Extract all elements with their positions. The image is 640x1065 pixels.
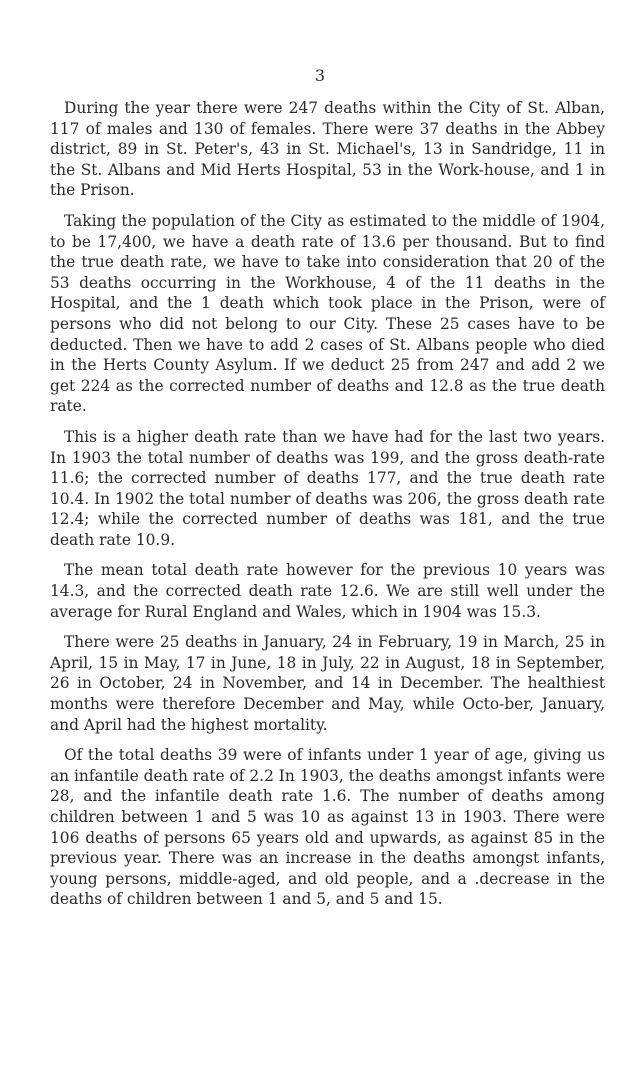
paragraph-mean-rate: The mean total death rate however for the previous 10 years was 14.3, and the corrected death rate 12.6. We are still well under the average for Rural England and Wales, which in 1904 was 15.3.: [50, 561, 605, 621]
page-number: 3: [314, 66, 326, 85]
paragraph-infant-deaths: Of the total deaths 39 were of infants under 1 year of age, giving us an infantile death rate of 2.2 In 1903, the deaths amongst infants were 28, and the infantile death rate 1.6. The number of deaths among children between 1 and 5 was 10 as against 13 in 1903. There were 106 deaths of persons 65 years old and upwards, as against 85 in the previous year. There was an increase in the deaths amongst infants, young persons, middle-aged, and old people, and a .decrease in the deaths of children between 1 and 5, and 5 and 15.: [50, 746, 605, 909]
body-text: [50, 98, 605, 920]
paragraph-monthly-deaths: There were 25 deaths in January, 24 in February, 19 in March, 25 in April, 15 in May, 17 in June, 18 in July, 22 in August, 18 in September, 26 in October, 24 in November, and 14 in December. The healthiest months were therefore December and May, while Octo-ber, January, and April had the highest mortality.: [50, 633, 605, 734]
paragraph-previous-years: This is a higher death rate than we have had for the last two years. In 1903 the total number of deaths was 199, and the gross death-rate 11.6; the corrected number of deaths 177, and the true death rate 10.4. In 1902 the total number of deaths was 206, the gross death rate 12.4; while the corrected number of deaths was 181, and the true death rate 10.9.: [50, 427, 605, 549]
paragraph-deaths-by-district: During the year there were 247 deaths within the City of St. Alban, 117 of males and 130 of females. There were 37 deaths in the Abbey district, 89 in St. Peter's, 43 in St. Michael's, 13 in Sandridge, 11 in the St. Albans and Mid Herts Hospital, 53 in the Work-house, and 1 in the Prison.: [50, 99, 605, 200]
paragraph-death-rate: Taking the population of the City as estimated to the middle of 1904, to be 17,400, we have a death rate of 13.6 per thousand. But to find the true death rate, we have to take into consideration that 20 of the 53 deaths occurring in the Workhouse, 4 of the 11 deaths in the Hospital, and the 1 death which took place in the Prison, were of persons who did not belong to our City. These 25 cases have to be deducted. Then we have to add 2 cases of St. Albans people who died in the Herts County Asylum. If we deduct 25 from 247 and add 2 we get 224 as the corrected number of deaths and 12.8 as the true death rate.: [50, 211, 605, 416]
